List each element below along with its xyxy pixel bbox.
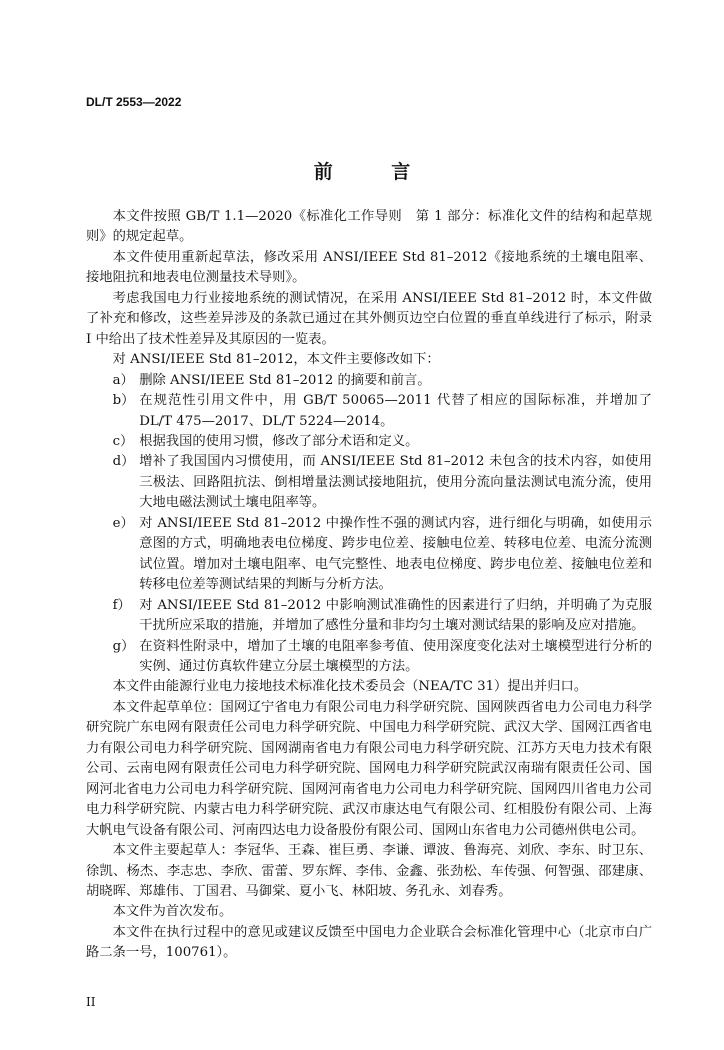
list-label: e） (112, 515, 134, 531)
list-item (86, 371, 652, 391)
list-label: a） (112, 372, 134, 388)
paragraph: 本文件起草单位：国网辽宁省电力有限公司电力科学研究院、国网陕西省电力公司电力科学研究院广东电网有限责任公司电力科学研究院、中国电力科学研究院、武汉大学、国网江西省电力有限公司电力科学研究院、国网湖南省电力有限公司电力科学研究院、江苏方天电力技术有限公司、云南电网有限责任公司电力科学研究院、国网电力科学研究院武汉南瑞有限责任公司、国网河北省电力公司电力科学研究院、国网河南省电力公司电力科学研究院、国网四川省电力公司电力科学研究院、内蒙古电力科学研究院、武汉市康达电气有限公司、红相股份有限公司、上海大帆电气设备有限公司、河南四达电力设备股份有限公司、国网山东省电力公司德州供电公司。 (86, 699, 652, 838)
list-label: c） (112, 433, 134, 449)
paragraph: 本文件使用重新起草法，修改采用 ANSI/IEEE Std 81–2012《接地系统的土壤电阻率、接地阻抗和地表电位测量技术导则》。 (86, 249, 652, 286)
list-text: 在规范性引用文件中，用 GB/T 50065—2011 代替了相应的国际标准，并增加了 DL/T 475—2017、DL/T 5224—2014。 (139, 393, 652, 429)
list-text: 对 ANSI/IEEE Std 81–2012 中影响测试准确性的因素进行了归纳，并明确了为克服干扰所应采取的措施，并增加了感性分量和非均匀土壤对测试结果的影响及应对措施。 (139, 597, 652, 634)
list-text: 在资料性附录中，增加了土壤的电阻率参考值、使用深度变化法对土壤模型进行分析的实例、通过仿真软件建立分层土壤模型的方法。 (139, 638, 652, 674)
paragraph: 本文件由能源行业电力接地技术标准化技术委员会（NEA/TC 31）提出并归口。 (112, 679, 588, 695)
list-label: d） (112, 454, 135, 470)
list-text: 删除 ANSI/IEEE Std 81–2012 的摘要和前言。 (139, 372, 431, 388)
list-item (86, 452, 652, 513)
paragraph: 本文件为首次发布。 (112, 904, 233, 920)
list-label: f） (112, 597, 131, 613)
list-item (86, 596, 652, 637)
page-title: 前 言 (313, 161, 437, 183)
list-text: 对 ANSI/IEEE Std 81–2012 中操作性不强的测试内容，进行细化与明确，如使用示意图的方式，明确地表电位梯度、跨步电位差、接触电位差、转移电位差、电流分流测试位置。增加对土壤电阻率、电气完整性、地表电位梯度、跨步电位差、接触电位差和转移电位差等测试结果的判断与分析方法。 (139, 515, 652, 593)
list-text: 增补了我国国内习惯使用，而 ANSI/IEEE Std 81–2012 未包含的技术内容，如使用三极法、回路阻抗法、倒相增量法测试接地阻抗，使用分流向量法测试电流分流，使用大地电磁法测试土壤电阻率等。 (139, 454, 652, 511)
list-item (86, 637, 652, 678)
paragraph: 对 ANSI/IEEE Std 81–2012，本文件主要修改如下： (112, 352, 440, 368)
list-label: b） (112, 393, 135, 409)
list-label: g） (112, 638, 135, 654)
document-code-header: DL/T 2553—2022 (86, 95, 182, 109)
list-text: 根据我国的使用习惯，修改了部分术语和定义。 (139, 433, 419, 449)
paragraph: 本文件按照 GB/T 1.1—2020《标准化工作导则 第 1 部分：标准化文件的结构和起草规则》的规定起草。 (86, 209, 652, 245)
list-item (86, 432, 652, 452)
list-item (86, 391, 652, 432)
page-number: II (86, 994, 96, 1009)
list-item (86, 514, 652, 596)
paragraph: 考虑我国电力行业接地系统的测试情况，在采用 ANSI/IEEE Std 81–2012 时，本文件做了补充和修改，这些差异涉及的条款已通过在其外侧页边空白位置的垂直单线进行了标示，附录 I 中给出了技术性差异及其原因的一览表。 (86, 290, 652, 347)
paragraph: 本文件主要起草人：李冠华、王森、崔巨勇、李谦、谭波、鲁海亮、刘欣、李东、时卫东、徐凯、杨杰、李志忠、李欣、雷蕾、罗东辉、李伟、金鑫、张劲松、车传强、何智强、邵建康、胡晓晖、郑雄伟、丁国君、马御棠、夏小飞、林阳坡、务孔永、刘春秀。 (86, 843, 652, 899)
foreword-body (86, 207, 652, 964)
paragraph: 本文件在执行过程中的意见或建议反馈至中国电力企业联合会标准化管理中心（北京市白广路二条一号，100761）。 (86, 924, 652, 961)
